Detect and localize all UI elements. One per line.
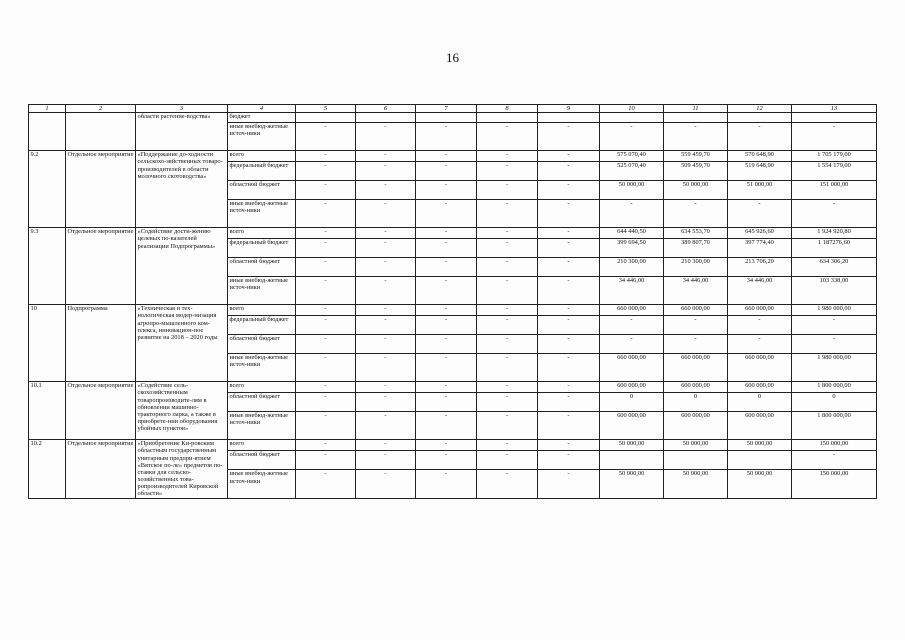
value-cell: - — [664, 123, 728, 151]
value-cell: 600 000,00 — [600, 412, 664, 440]
value-cell: 519 648,90 — [728, 162, 792, 181]
value-cell: 34 446,00 — [664, 277, 728, 305]
value-cell: - — [538, 123, 600, 151]
value-cell: - — [416, 305, 477, 316]
value-cell: - — [296, 239, 356, 258]
value-cell: 660 000,00 — [664, 305, 728, 316]
value-cell: - — [296, 470, 356, 498]
value-cell: - — [477, 181, 538, 200]
value-cell: 50 000,00 — [728, 470, 792, 498]
funding-source: областной бюджет — [228, 451, 296, 470]
column-number: 2 — [66, 105, 136, 113]
value-cell: - — [356, 382, 416, 393]
item-title: «Содействие дости-жению целевых по-казателей реализации Подпрограммы» — [136, 228, 228, 305]
value-cell: - — [416, 440, 477, 451]
value-cell: 600 000,00 — [728, 412, 792, 440]
value-cell: - — [477, 470, 538, 498]
value-cell: - — [538, 200, 600, 228]
value-cell: - — [356, 305, 416, 316]
value-cell: 645 926,60 — [728, 228, 792, 239]
value-cell: - — [664, 335, 728, 354]
value-cell: 50 000,00 — [664, 181, 728, 200]
item-number — [29, 113, 66, 151]
value-cell: 660 000,00 — [728, 305, 792, 316]
value-cell: 570 648,90 — [728, 151, 792, 162]
value-cell: - — [416, 393, 477, 412]
value-cell: - — [600, 335, 664, 354]
value-cell: - — [296, 228, 356, 239]
item-number: 10.2 — [29, 440, 66, 498]
value-cell: - — [296, 151, 356, 162]
item-title: «Приобретение Ки-ровским областным государственным унитарным предпри-ятием «Вятское по-ле» предметов по-ставки для сельско-хозяйственных това-ропроизводителей Кировской области» — [136, 440, 228, 498]
value-cell: - — [538, 162, 600, 181]
value-cell: - — [356, 316, 416, 335]
value-cell: - — [416, 239, 477, 258]
value-cell: - — [538, 393, 600, 412]
value-cell: - — [477, 151, 538, 162]
value-cell: - — [356, 393, 416, 412]
value-cell: - — [477, 335, 538, 354]
value-cell: 389 807,70 — [664, 239, 728, 258]
item-type: Отдельное мероприятие — [66, 440, 136, 498]
value-cell: 1 554 179,00 — [792, 162, 877, 181]
funding-source: федеральный бюджет — [228, 316, 296, 335]
value-cell: 600 000,00 — [664, 412, 728, 440]
value-cell: - — [477, 123, 538, 151]
value-cell: 50 000,00 — [728, 440, 792, 451]
value-cell: 660 000,00 — [600, 354, 664, 382]
value-cell: 399 694,50 — [600, 239, 664, 258]
value-cell: - — [538, 412, 600, 440]
value-cell: - — [416, 451, 477, 470]
funding-source: иные внебюд-жетные источ-ники — [228, 123, 296, 151]
funding-source: всего — [228, 382, 296, 393]
item-type: Отдельное мероприятие — [66, 151, 136, 228]
funding-source: федеральный бюджет — [228, 162, 296, 181]
value-cell: - — [356, 123, 416, 151]
item-title: «Техническая и тех-нологическая модер-низация агропро-мышленного ком-плекса, инновацион-ное развитие на 2018 – 2020 годы — [136, 305, 228, 382]
value-cell: - — [416, 470, 477, 498]
table-row — [29, 440, 877, 451]
value-cell: 50 000,00 — [664, 470, 728, 498]
value-cell: - — [538, 335, 600, 354]
column-number: 8 — [477, 105, 538, 113]
table-row — [29, 113, 877, 123]
value-cell: - — [792, 123, 877, 151]
value-cell: - — [296, 382, 356, 393]
value-cell: 34 446,00 — [600, 277, 664, 305]
item-type: Отдельное мероприятие — [66, 228, 136, 305]
value-cell: - — [296, 181, 356, 200]
value-cell — [600, 113, 664, 123]
value-cell: - — [356, 412, 416, 440]
item-number: 9.3 — [29, 228, 66, 305]
item-number: 9.2 — [29, 151, 66, 228]
value-cell: - — [356, 239, 416, 258]
value-cell: - — [538, 151, 600, 162]
value-cell — [296, 113, 356, 123]
value-cell — [664, 113, 728, 123]
value-cell: 600 000,00 — [664, 382, 728, 393]
table-body — [29, 105, 877, 499]
value-cell: 0 — [600, 393, 664, 412]
value-cell: - — [538, 181, 600, 200]
value-cell: - — [477, 393, 538, 412]
value-cell: - — [538, 305, 600, 316]
funding-source: всего — [228, 440, 296, 451]
value-cell: 0 — [792, 393, 877, 412]
column-number-row — [29, 105, 877, 113]
value-cell: 559 459,70 — [664, 151, 728, 162]
value-cell: - — [296, 305, 356, 316]
value-cell: - — [356, 354, 416, 382]
value-cell: - — [296, 162, 356, 181]
funding-source: всего — [228, 151, 296, 162]
value-cell: - — [416, 200, 477, 228]
funding-source: областной бюджет — [228, 335, 296, 354]
value-cell: 1 800 000,00 — [792, 412, 877, 440]
value-cell: - — [477, 258, 538, 277]
value-cell: - — [416, 258, 477, 277]
funding-source: иные внебюд-жетные источ-ники — [228, 277, 296, 305]
value-cell: - — [356, 277, 416, 305]
value-cell: - — [296, 335, 356, 354]
value-cell: - — [477, 228, 538, 239]
column-number: 5 — [296, 105, 356, 113]
value-cell: - — [296, 316, 356, 335]
column-number: 6 — [356, 105, 416, 113]
value-cell: - — [538, 470, 600, 498]
value-cell: 525 070,40 — [600, 162, 664, 181]
value-cell: - — [296, 200, 356, 228]
value-cell: - — [664, 200, 728, 228]
value-cell — [416, 113, 477, 123]
column-number: 3 — [136, 105, 228, 113]
table-row — [29, 382, 877, 393]
item-number: 10 — [29, 305, 66, 382]
value-cell: - — [356, 151, 416, 162]
value-cell: - — [477, 440, 538, 451]
value-cell: 0 — [728, 393, 792, 412]
funding-source: иные внебюд-жетные источ-ники — [228, 200, 296, 228]
value-cell: 1 924 920,80 — [792, 228, 877, 239]
page-number: 16 — [446, 50, 459, 65]
value-cell: - — [728, 335, 792, 354]
value-cell: 151 000,00 — [792, 181, 877, 200]
value-cell: - — [538, 354, 600, 382]
funding-source: иные внебюд-жетные источ-ники — [228, 412, 296, 440]
column-number: 9 — [538, 105, 600, 113]
table-row — [29, 151, 877, 162]
value-cell — [728, 451, 792, 470]
value-cell: 600 000,00 — [600, 382, 664, 393]
value-cell — [538, 113, 600, 123]
item-title: «Поддержание до-ходности сельскохо-зяйственных товаро-производителей в области молочного скотоводства» — [136, 151, 228, 228]
value-cell: - — [477, 316, 538, 335]
value-cell: - — [538, 451, 600, 470]
value-cell: 210 300,00 — [600, 258, 664, 277]
funding-source: бюджет — [228, 113, 296, 123]
value-cell: 634 553,70 — [664, 228, 728, 239]
value-cell: 660 000,00 — [664, 354, 728, 382]
value-cell: - — [477, 162, 538, 181]
value-cell: 210 300,00 — [664, 258, 728, 277]
funding-source: областной бюджет — [228, 393, 296, 412]
funding-source: областной бюджет — [228, 181, 296, 200]
value-cell: - — [538, 239, 600, 258]
column-number: 13 — [792, 105, 877, 113]
value-cell: - — [356, 228, 416, 239]
value-cell: - — [728, 123, 792, 151]
value-cell: 509 459,70 — [664, 162, 728, 181]
value-cell: - — [728, 316, 792, 335]
value-cell: 50 000,00 — [600, 440, 664, 451]
value-cell: - — [416, 162, 477, 181]
value-cell: - — [538, 277, 600, 305]
value-cell: - — [356, 470, 416, 498]
funding-source: иные внебюд-жетные источ-ники — [228, 470, 296, 498]
value-cell: - — [477, 382, 538, 393]
value-cell: - — [538, 228, 600, 239]
value-cell: - — [356, 181, 416, 200]
value-cell: 50 000,00 — [600, 470, 664, 498]
column-number: 4 — [228, 105, 296, 113]
value-cell: - — [416, 335, 477, 354]
value-cell: - — [296, 123, 356, 151]
value-cell: 34 446,00 — [728, 277, 792, 305]
value-cell — [728, 113, 792, 123]
value-cell: - — [356, 335, 416, 354]
item-title: «Содействие сель-скохозяйственным товаропроизводите-лям в обновлении машинно-тракторного парка, а также в приобрете-нии оборудования убойных пунктов» — [136, 382, 228, 440]
item-type: Подпрограмма — [66, 305, 136, 382]
value-cell: - — [416, 382, 477, 393]
value-cell: 397 774,40 — [728, 239, 792, 258]
value-cell: 0 — [664, 393, 728, 412]
value-cell: - — [792, 451, 877, 470]
value-cell: - — [477, 354, 538, 382]
value-cell: - — [477, 200, 538, 228]
column-number: 10 — [600, 105, 664, 113]
value-cell: - — [728, 200, 792, 228]
value-cell: - — [477, 451, 538, 470]
value-cell: 660 000,00 — [728, 354, 792, 382]
value-cell: 1 705 179,00 — [792, 151, 877, 162]
value-cell — [664, 451, 728, 470]
value-cell: - — [416, 412, 477, 440]
value-cell: 150 000,00 — [792, 440, 877, 451]
value-cell: - — [296, 258, 356, 277]
value-cell: - — [296, 393, 356, 412]
value-cell: 660 000,00 — [600, 305, 664, 316]
value-cell — [792, 113, 877, 123]
column-number: 1 — [29, 105, 66, 113]
value-cell: - — [538, 382, 600, 393]
value-cell: - — [664, 316, 728, 335]
value-cell: 644 440,50 — [600, 228, 664, 239]
column-number: 11 — [664, 105, 728, 113]
value-cell: - — [792, 200, 877, 228]
item-type — [66, 113, 136, 151]
value-cell: - — [600, 123, 664, 151]
value-cell: - — [416, 151, 477, 162]
item-title: области растение-водства» — [136, 113, 228, 151]
column-number: 7 — [416, 105, 477, 113]
value-cell: - — [356, 451, 416, 470]
value-cell: 51 000,00 — [728, 181, 792, 200]
value-cell: 1 800 000,00 — [792, 382, 877, 393]
value-cell: - — [477, 412, 538, 440]
value-cell: - — [356, 162, 416, 181]
item-number: 10.1 — [29, 382, 66, 440]
value-cell: - — [477, 305, 538, 316]
funding-source: всего — [228, 305, 296, 316]
value-cell: - — [416, 123, 477, 151]
value-cell: - — [296, 277, 356, 305]
value-cell — [356, 113, 416, 123]
value-cell: - — [792, 335, 877, 354]
item-type: Отдельное мероприятие — [66, 382, 136, 440]
value-cell: 213 706,20 — [728, 258, 792, 277]
value-cell: - — [477, 239, 538, 258]
value-cell: - — [356, 200, 416, 228]
budget-table — [28, 104, 877, 499]
column-number: 12 — [728, 105, 792, 113]
value-cell: - — [477, 277, 538, 305]
value-cell: - — [416, 181, 477, 200]
value-cell: - — [416, 316, 477, 335]
value-cell: - — [538, 316, 600, 335]
value-cell: - — [792, 316, 877, 335]
value-cell: 634 306,20 — [792, 258, 877, 277]
value-cell: - — [296, 451, 356, 470]
value-cell: - — [600, 200, 664, 228]
value-cell: 103 338,00 — [792, 277, 877, 305]
value-cell: - — [416, 228, 477, 239]
table-row — [29, 228, 877, 239]
value-cell: - — [296, 354, 356, 382]
funding-source: всего — [228, 228, 296, 239]
value-cell: - — [416, 277, 477, 305]
value-cell: - — [416, 354, 477, 382]
value-cell: - — [600, 316, 664, 335]
value-cell: 50 000,00 — [600, 181, 664, 200]
funding-source: федеральный бюджет — [228, 239, 296, 258]
value-cell: 575 070,40 — [600, 151, 664, 162]
value-cell: - — [296, 412, 356, 440]
value-cell: 50 000,00 — [664, 440, 728, 451]
value-cell — [477, 113, 538, 123]
value-cell: - — [296, 440, 356, 451]
value-cell: 1 980 000,00 — [792, 305, 877, 316]
value-cell: 150 000,00 — [792, 470, 877, 498]
value-cell: - — [356, 440, 416, 451]
value-cell: 1 980 000,00 — [792, 354, 877, 382]
value-cell: 1 187276,60 — [792, 239, 877, 258]
value-cell: - — [538, 258, 600, 277]
value-cell: - — [356, 258, 416, 277]
value-cell — [600, 451, 664, 470]
funding-source: областной бюджет — [228, 258, 296, 277]
value-cell: - — [538, 440, 600, 451]
table-row — [29, 305, 877, 316]
value-cell: 600 000,00 — [728, 382, 792, 393]
funding-source: иные внебюд-жетные источ-ники — [228, 354, 296, 382]
